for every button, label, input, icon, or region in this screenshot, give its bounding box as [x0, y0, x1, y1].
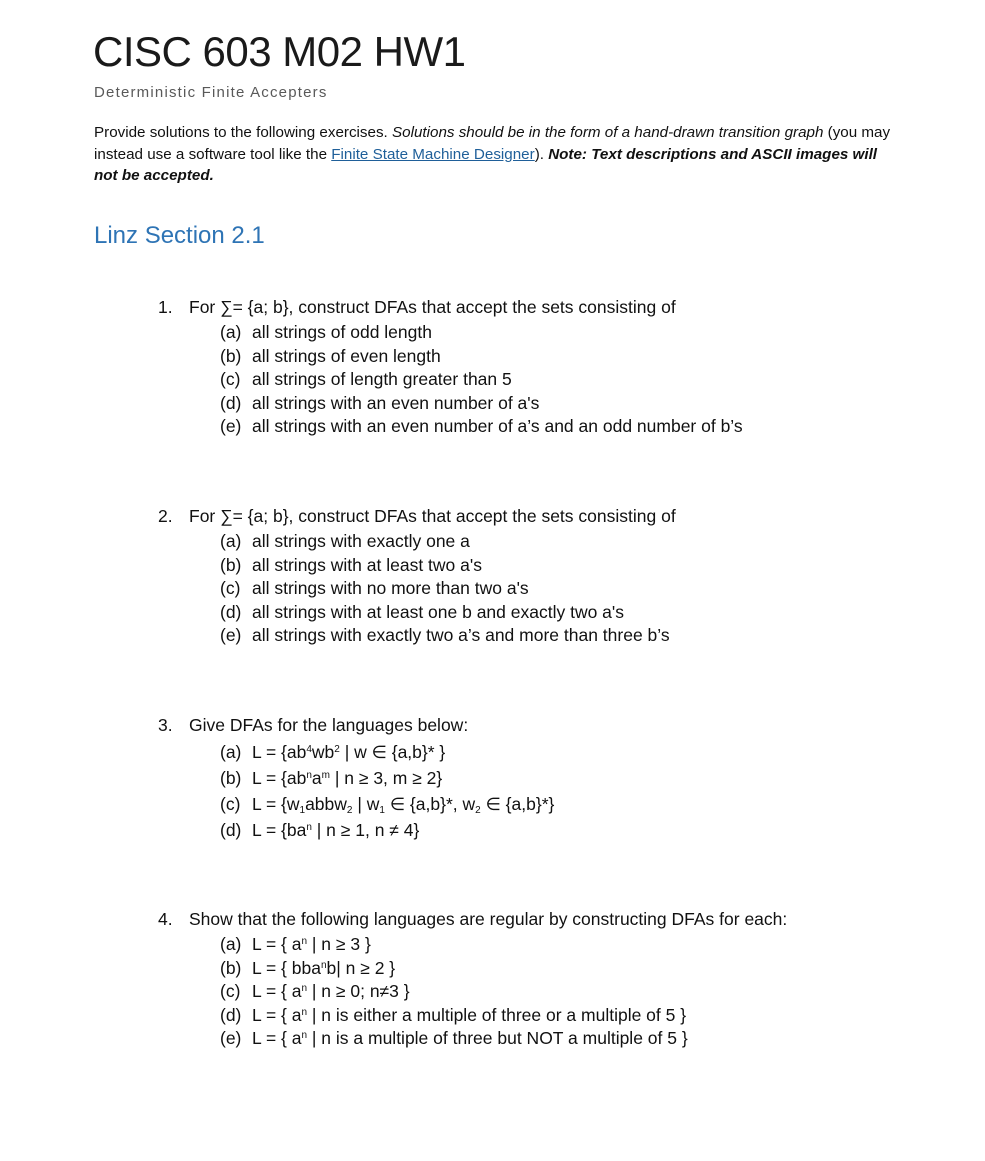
sub-item-text: all strings of length greater than 5 [252, 369, 512, 389]
subscript: 2 [475, 805, 481, 816]
sub-item-text [252, 1004, 686, 1028]
question-number: 3. [158, 715, 173, 735]
sub-item-text: all strings with an even number of a's [252, 392, 540, 413]
superscript: 2 [334, 744, 340, 755]
superscript: m [321, 770, 330, 781]
question-1 [158, 294, 938, 439]
sub-item-label: (e) [220, 1028, 242, 1048]
sub-item-1d [220, 392, 938, 416]
sub-item-label: (a) [220, 934, 242, 954]
question-2 [158, 503, 938, 648]
formula-part: ∈ {a,b}*} [480, 794, 555, 814]
formula-part: | w ∈ {a,b}* } [339, 742, 446, 762]
sub-item-text [252, 791, 554, 817]
superscript: n [320, 959, 327, 971]
superscript: n [301, 983, 308, 994]
formula-part: | n is either a multiple of three or a multiple of 5 } [307, 1004, 687, 1025]
question-prompt: For ∑= {a; b}, construct DFAs that accept the sets consisting of [189, 506, 676, 526]
formula-part: L = { a [252, 1028, 302, 1048]
formula-part: | n ≥ 3, m ≥ 2} [329, 768, 443, 788]
intro-italic-text: Solutions should be in the form of a hand-drawn transition graph [392, 124, 824, 141]
question-header [158, 503, 938, 530]
formula-part: L = { a [252, 981, 302, 1001]
formula-part: | w [352, 794, 380, 814]
superscript: n [306, 822, 312, 833]
sub-item-4d [220, 1004, 938, 1028]
sub-item-text: all strings with at least two a's [252, 554, 482, 575]
sub-item-text [252, 957, 395, 981]
superscript: n [301, 936, 308, 947]
formula-part: wb [311, 742, 335, 762]
sub-item-2c [220, 577, 938, 601]
sub-item-1e [220, 415, 938, 439]
subscript: 1 [299, 805, 306, 816]
formula-part: L = {ab [252, 768, 307, 788]
formula-part: L = {ab [252, 742, 307, 762]
question-4 [158, 906, 938, 1051]
sub-item-3d [220, 817, 938, 843]
question-header [158, 906, 938, 933]
sub-item-4a [220, 933, 938, 957]
formula-part: b| n ≥ 2 } [326, 957, 396, 978]
sub-item-label: (c) [220, 794, 241, 814]
sub-item-1c [220, 368, 938, 392]
sub-item-text [252, 933, 371, 957]
sub-item-text: all strings with exactly one a [252, 531, 470, 551]
question-number: 4. [158, 909, 173, 929]
sub-item-2a [220, 530, 938, 554]
sub-item-text [252, 980, 410, 1004]
formula-part: | n ≥ 3 } [307, 934, 371, 954]
sub-item-4e [220, 1027, 938, 1051]
sub-item-text [252, 1027, 688, 1051]
formula-part: | n ≥ 1, n ≠ 4} [311, 820, 420, 840]
sub-item-1a [220, 321, 938, 345]
sub-item-label: (d) [220, 392, 242, 413]
formula-part: L = { a [252, 1004, 302, 1025]
sub-item-label: (a) [220, 531, 242, 551]
sub-item-label: (c) [220, 369, 241, 389]
sub-item-4c [220, 980, 938, 1004]
section-heading: Linz Section 2.1 [94, 222, 265, 249]
sub-item-4b [220, 957, 938, 981]
superscript: n [306, 770, 312, 781]
sub-item-label: (e) [220, 625, 242, 645]
question-header [158, 712, 938, 739]
sub-item-label: (d) [220, 820, 242, 840]
question-number: 1. [158, 297, 173, 317]
formula-part: abbw [305, 794, 347, 814]
sub-item-3b [220, 765, 938, 791]
sub-item-1b [220, 345, 938, 369]
question-prompt: Show that the following languages are regular by constructing DFAs for each: [189, 909, 788, 929]
question-3 [158, 712, 938, 843]
subscript: 2 [346, 805, 353, 816]
sub-item-2b [220, 554, 938, 578]
sub-item-3c [220, 791, 938, 817]
sub-item-2d [220, 601, 938, 625]
formula-part: ∈ {a,b}*, w [384, 794, 476, 814]
document-title: CISC 603 M02 HW1 [93, 28, 466, 75]
formula-part: L = { a [252, 934, 302, 954]
sub-item-text: all strings of odd length [252, 322, 432, 342]
formula-part: L = {ba [252, 820, 307, 840]
superscript: 4 [306, 744, 312, 755]
document-subtitle: Deterministic Finite Accepters [94, 84, 328, 101]
sub-item-label: (a) [220, 742, 242, 762]
question-prompt: For ∑= {a; b}, construct DFAs that accept the sets consisting of [189, 297, 676, 317]
sub-item-label: (e) [220, 416, 242, 436]
sub-item-text [252, 765, 442, 791]
sub-item-label: (c) [220, 578, 241, 598]
formula-part: | n ≥ 0; n≠3 } [307, 981, 410, 1001]
formula-part: L = { bba [252, 957, 321, 978]
sub-item-label: (c) [220, 981, 241, 1001]
sub-item-text [252, 817, 419, 843]
formula-part: a [311, 768, 322, 788]
sub-item-text [252, 739, 445, 765]
sub-item-label: (d) [220, 601, 242, 622]
sub-item-label: (b) [220, 768, 242, 788]
subscript: 1 [379, 805, 385, 816]
sub-item-text: all strings with no more than two a's [252, 578, 529, 598]
sub-item-3a [220, 739, 938, 765]
sub-item-label: (a) [220, 322, 242, 342]
superscript: n [301, 1006, 308, 1018]
sub-item-text: all strings with an even number of a’s and an odd number of b’s [252, 416, 743, 436]
intro-text: Provide solutions to the following exercises. [94, 124, 392, 141]
intro-text-after-link: ). [534, 145, 549, 163]
sub-item-text: all strings of even length [252, 345, 441, 366]
sub-item-text: all strings with at least one b and exactly two a's [252, 601, 625, 622]
intro-note: Note: Text descriptions and ASCII images will not be accepted. [94, 145, 878, 184]
intro-text-mid: (you may instead use a software tool like the [94, 124, 891, 163]
question-header [158, 294, 938, 321]
sub-item-2e [220, 624, 938, 648]
formula-part: L = {w [252, 794, 300, 814]
superscript: n [301, 1030, 308, 1041]
fsm-designer-link[interactable]: Finite State Machine Designer [331, 145, 535, 163]
sub-item-label: (b) [220, 345, 242, 366]
sub-item-label: (b) [220, 554, 242, 575]
intro-paragraph [94, 122, 904, 187]
question-prompt: Give DFAs for the languages below: [189, 715, 469, 735]
question-number: 2. [158, 506, 173, 526]
formula-part: | n is a multiple of three but NOT a multiple of 5 } [307, 1028, 688, 1048]
sub-item-label: (b) [220, 957, 242, 978]
sub-item-label: (d) [220, 1004, 242, 1025]
sub-item-text: all strings with exactly two a’s and more than three b’s [252, 625, 670, 645]
